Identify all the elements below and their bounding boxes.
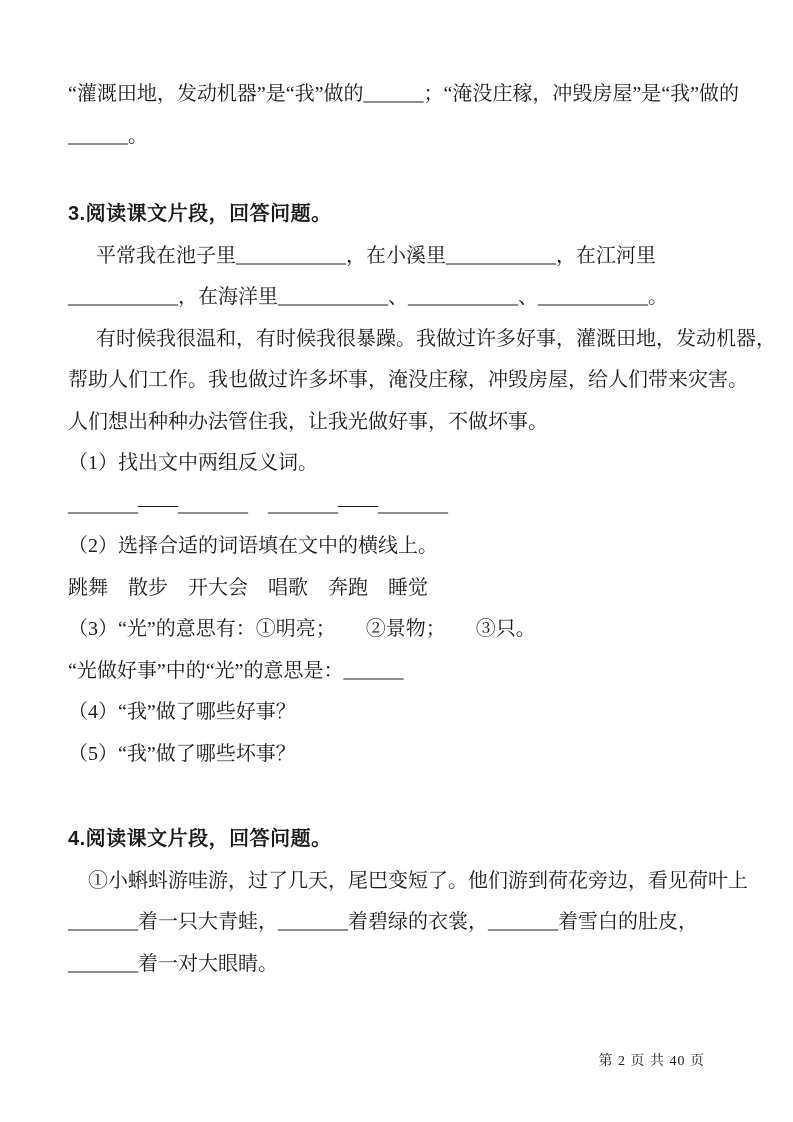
q3-sub-question-2: （2）选择合适的词语填在文中的横线上。 [68,535,438,557]
q2-blank-sentence-line2: ______。 [68,124,148,147]
q3-sub3-answer-line: “光做好事”中的“光”的意思是：______ [68,659,404,682]
q3-passage-line2: ___________，在海洋里___________、___________、___________。 [68,286,668,308]
q3-passage-line5: 人们想出种种办法管住我，让我光做好事，不做坏事。 [68,410,548,433]
q3-word-bank: 跳舞 散步 开大会 唱歌 奔跑 睡觉 [68,576,428,599]
q4-passage-line1: ①小蝌蚪游哇游，过了几天，尾巴变短了。他们游到荷花旁边，看见荷叶上 [88,869,748,892]
q3-passage-line1: 平常我在池子里___________，在小溪里___________，在江河里 [96,244,656,267]
q3-heading: 3.阅读课文片段，回答问题。 [68,203,332,225]
q3-sub-question-4: （4）“我”做了哪些好事？ [68,701,296,723]
q2-blank-sentence-line1: “灌溉田地，发动机器”是“我”做的______；“淹没庄稼，冲毁房屋”是“我”做的 [68,83,740,105]
q4-heading: 4.阅读课文片段，回答问题。 [68,828,332,850]
q4-passage-line3: _______着一对大眼睛。 [68,952,278,975]
q4-passage-line2: _______着一只大青蛙，_______着碧绿的衣裳，_______着雪白的肚皮， [68,911,698,933]
q3-sub1-answer-blanks: _______——_______ _______——_______ [68,493,448,516]
q3-passage-line4: 帮助人们工作。我也做过许多坏事，淹没庄稼，冲毁房屋，给人们带来灾害。 [68,369,748,391]
page-number: 第 2 页 共 40 页 [598,1054,705,1069]
q3-sub-question-1: （1）找出文中两组反义词。 [68,452,318,474]
q3-passage-line3: 有时候我很温和，有时候我很暴躁。我做过许多好事，灌溉田地，发动机器， [96,327,776,350]
q3-sub-question-5: （5）“我”做了哪些坏事？ [68,742,296,765]
q3-sub-question-3: （3）“光”的意思有：①明亮； ②景物； ③只。 [68,618,536,640]
